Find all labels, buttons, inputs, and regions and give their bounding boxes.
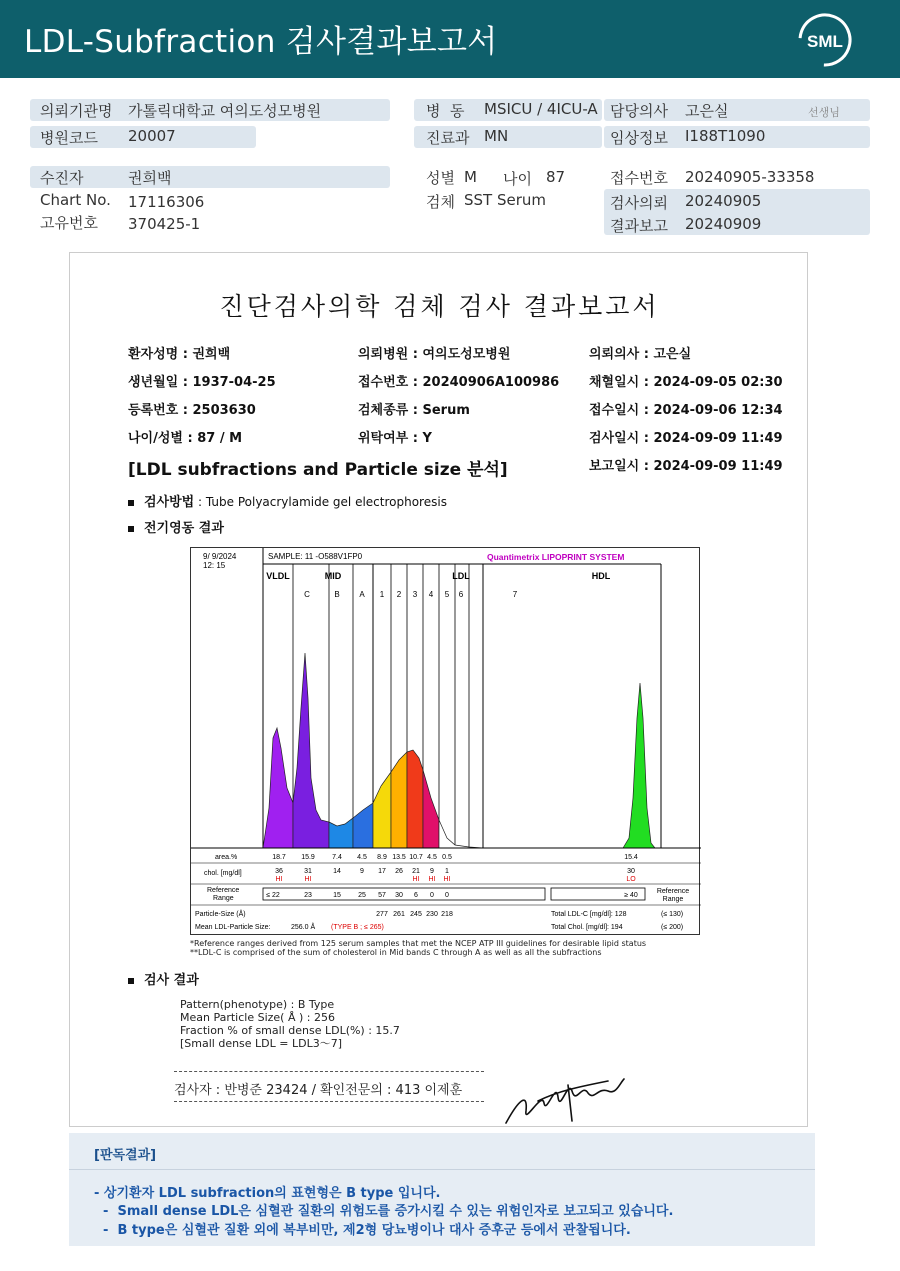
reference-value: 0 [445, 892, 449, 899]
band-label: 5 [444, 590, 450, 599]
receipt-label: 접수번호 [610, 169, 668, 187]
area-value: 4.5 [427, 854, 437, 861]
doctor-value: 고은실 [685, 102, 729, 120]
result-heading [128, 969, 199, 988]
patient-label: 수진자 [40, 169, 84, 187]
req-date-label: 검사의뢰 [610, 194, 668, 212]
reference-value: 15 [333, 892, 341, 899]
reference-value: 25 [358, 892, 366, 899]
summary-line: Pattern(phenotype) : B Type [180, 998, 335, 1011]
curve-segment [407, 750, 423, 848]
group-label-hdl: HDL [591, 571, 611, 581]
curve-segment [263, 728, 293, 848]
band-label: 2 [396, 590, 402, 599]
curve-segment [293, 653, 329, 848]
flag-value: HI [428, 876, 436, 883]
chol-value: 9 [430, 868, 434, 875]
collection-time: 채혈일시 : 2024-09-05 02:30 [589, 375, 783, 390]
doctor-suffix: 선생님 [808, 106, 840, 119]
reference-value: 23 [304, 892, 312, 899]
interpretation-line: - B type은 심혈관 질환 외에 복부비만, 제2형 당뇨병이나 대사 증후군 등에서 관찰됩니다. [94, 1223, 631, 1238]
total-chol: Total Chol. [mg/dl]: 194 [551, 924, 623, 931]
curve-segment [373, 772, 391, 848]
chol-value: 1 [445, 868, 449, 875]
area-value: 18.7 [272, 854, 286, 861]
interpretation-header [69, 1133, 815, 1170]
chart-no-label: Chart No. [40, 191, 111, 209]
result-date-label: 결과보고 [610, 217, 668, 235]
particle-size-value: 261 [393, 911, 405, 918]
curve-segment [329, 818, 353, 848]
band-label: 6 [458, 590, 464, 599]
row-label-psize: Particle-Size (Å) [195, 911, 246, 918]
request-doctor: 의뢰의사 : 고은실 [589, 347, 692, 362]
uid-value: 370425-1 [128, 215, 201, 233]
area-value: 10.7 [409, 854, 423, 861]
result-label: 검사 결과 [144, 973, 199, 988]
curve-segment [353, 803, 373, 848]
section-title: [LDL subfractions and Particle size 분석] [128, 460, 508, 480]
dept-label: 진료과 [426, 129, 470, 147]
particle-size-value: 245 [410, 911, 422, 918]
request-hospital: 의뢰병원 : 여의도성모병원 [358, 347, 511, 362]
chol-value: 14 [333, 868, 341, 875]
hospital-code-value: 20007 [128, 127, 176, 145]
area-value: 15.4 [624, 854, 638, 861]
band-label: B [334, 590, 340, 599]
lipoprint-svg [191, 548, 701, 936]
band-label: 3 [412, 590, 418, 599]
divider [174, 1101, 484, 1102]
flag-value: HI [275, 876, 283, 883]
mean-size-value: 256.0 Å [291, 924, 316, 931]
band-label: 4 [428, 590, 434, 599]
referral: 위탁여부 : Y [358, 431, 432, 446]
interpretation-box [69, 1133, 815, 1246]
chol-value: 26 [395, 868, 403, 875]
signature-text: 검사자 : 반병준 23424 / 확인전문의 : 413 이제훈 [174, 1083, 463, 1098]
birth-date: 생년월일 : 1937-04-25 [128, 375, 276, 390]
age-sex: 나이/성별 : 87 / M [128, 431, 243, 446]
clinical-value: I188T1090 [685, 127, 766, 145]
band-label: 7 [512, 590, 518, 599]
reference-value: 6 [414, 892, 418, 899]
request-org-label: 의뢰기관명 [40, 102, 113, 120]
particle-size-value: 277 [376, 911, 388, 918]
registration-no: 등록번호 : 2503630 [128, 403, 256, 418]
chol-value: 36 [275, 868, 283, 875]
curve-segment [439, 820, 483, 848]
chol-value: 17 [378, 868, 386, 875]
band-label: A [359, 590, 365, 599]
ref-right-label: Reference [656, 888, 690, 895]
area-value: 8.9 [377, 854, 387, 861]
receipt-value: 20240905-33358 [685, 168, 815, 186]
ward-label: 병 동 [426, 102, 465, 120]
hospital-code-label: 병원코드 [40, 129, 98, 147]
ward-value: MSICU / 4ICU-A [484, 100, 598, 118]
specimen-type: 검체종류 : Serum [358, 403, 470, 418]
curve-segment [391, 752, 407, 848]
report-document [69, 252, 808, 1127]
report-time: 보고일시 : 2024-09-09 11:49 [589, 459, 783, 474]
curve-segment [423, 770, 439, 848]
specimen-value: SST Serum [464, 191, 547, 209]
reference-value: 30 [395, 892, 403, 899]
particle-size-value: 230 [426, 911, 438, 918]
specimen-label: 검체 [426, 193, 455, 211]
info-bar [30, 166, 390, 188]
group-label-ldl: LDL [452, 571, 470, 581]
age-label: 나이 [503, 170, 532, 188]
group-label-vldl: VLDL [266, 571, 290, 581]
logo-text: SML [807, 32, 843, 51]
report-title: 진단검사의학 검체 검사 결과보고서 [219, 292, 660, 321]
reference-value: 0 [430, 892, 434, 899]
request-org-value: 가톨릭대학교 여의도성모병원 [128, 102, 322, 120]
chol-value: 21 [412, 868, 420, 875]
summary-line: Fraction % of small dense LDL(%) : 15.7 [180, 1024, 400, 1037]
reference-value: 57 [378, 892, 386, 899]
chart-no-value: 17116306 [128, 193, 205, 211]
method-label: 검사방법 [144, 495, 195, 510]
summary-line: Mean Particle Size( Å ) : 256 [180, 1011, 335, 1024]
total-chol-ref: (≤ 200) [661, 924, 684, 931]
total-ldl: Total LDL-C [mg/dl]: 128 [551, 911, 627, 918]
doctor-label: 담당의사 [610, 102, 668, 120]
group-label-mid: MID [324, 571, 342, 581]
sex-label: 성별 [426, 169, 455, 187]
test-time: 검사일시 : 2024-09-09 11:49 [589, 431, 783, 446]
age-value: 87 [546, 168, 566, 186]
row-label-mean: Mean LDL-Particle Size: [195, 924, 271, 931]
receipt-time: 접수일시 : 2024-09-06 12:34 [589, 403, 783, 418]
total-ldl-ref: (≤ 130) [661, 911, 684, 918]
interpretation-title: [판독결과] [94, 1148, 157, 1163]
patient-value: 권희백 [128, 169, 172, 187]
electro-heading [128, 517, 224, 536]
chart-time: 12: 15 [203, 561, 226, 570]
interpretation-line: - 상기환자 LDL subfraction의 표현형은 B type 입니다. [94, 1186, 441, 1201]
electro-label: 전기영동 결과 [144, 521, 224, 536]
report-header [0, 0, 900, 78]
flag-value: HI [443, 876, 451, 883]
area-value: 4.5 [357, 854, 367, 861]
lipoprint-chart [190, 547, 700, 935]
footnote-2: **LDL-C is comprised of the sum of cholesterol in Mid bands C through A as well as all the subfractions [190, 948, 602, 957]
chol-value: 31 [304, 868, 312, 875]
method-line [128, 491, 447, 510]
particle-size-value: 218 [441, 911, 453, 918]
sml-logo-icon [796, 11, 854, 69]
curve-segment [623, 683, 655, 848]
row-label-area: area.% [215, 854, 238, 861]
divider [174, 1071, 484, 1072]
flag-value: HI [412, 876, 420, 883]
footnote-1: *Reference ranges derived from 125 serum samples that met the NCEP ATP III guidelines for desirable lipid status [190, 939, 647, 948]
area-value: 13.5 [392, 854, 406, 861]
flag-value: HI [304, 876, 312, 883]
sex-value: M [464, 168, 477, 186]
band-label: 1 [379, 590, 385, 599]
reference-value: ≤ 22 [266, 892, 280, 899]
area-value: 7.4 [332, 854, 342, 861]
row-label-ref: Reference [207, 887, 240, 894]
mean-type-value: (TYPE B ; ≤ 265) [331, 924, 384, 931]
row-label-ref2: Range [213, 895, 234, 902]
page-title: LDL-Subfraction 검사결과보고서 [24, 24, 498, 60]
band-label: C [304, 590, 310, 599]
flag-value: LO [626, 876, 636, 883]
dept-value: MN [484, 127, 509, 145]
uid-label: 고유번호 [40, 214, 98, 232]
patient-name: 환자성명 : 권희백 [128, 347, 231, 362]
row-label-chol: chol. [mg/dl] [204, 870, 242, 877]
chart-sample: SAMPLE: 11 -O588V1FP0 [268, 552, 363, 561]
method-value: : Tube Polyacrylamide gel electrophoresis [194, 495, 447, 509]
clinical-label: 임상정보 [610, 129, 668, 147]
hdl-reference-value: ≥ 40 [624, 892, 638, 899]
chol-value: 30 [627, 868, 635, 875]
summary-line: [Small dense LDL = LDL3～7] [180, 1037, 343, 1050]
handwritten-signature-icon [498, 1061, 628, 1131]
area-value: 15.9 [301, 854, 315, 861]
interpretation-line: - Small dense LDL은 심혈관 질환의 위험도를 증가시킬 수 있는 위험인자로 보고되고 있습니다. [94, 1204, 674, 1219]
ref-right-label2: Range [662, 896, 684, 903]
chol-value: 9 [360, 868, 364, 875]
report-receipt-no: 접수번호 : 20240906A100986 [358, 375, 560, 390]
req-date-value: 20240905 [685, 192, 762, 210]
result-date-value: 20240909 [685, 215, 762, 233]
chart-date: 9/ 9/2024 [203, 552, 237, 561]
area-value: 0.5 [442, 854, 452, 861]
chart-brand: Quantimetrix LIPOPRINT SYSTEM [487, 552, 625, 562]
